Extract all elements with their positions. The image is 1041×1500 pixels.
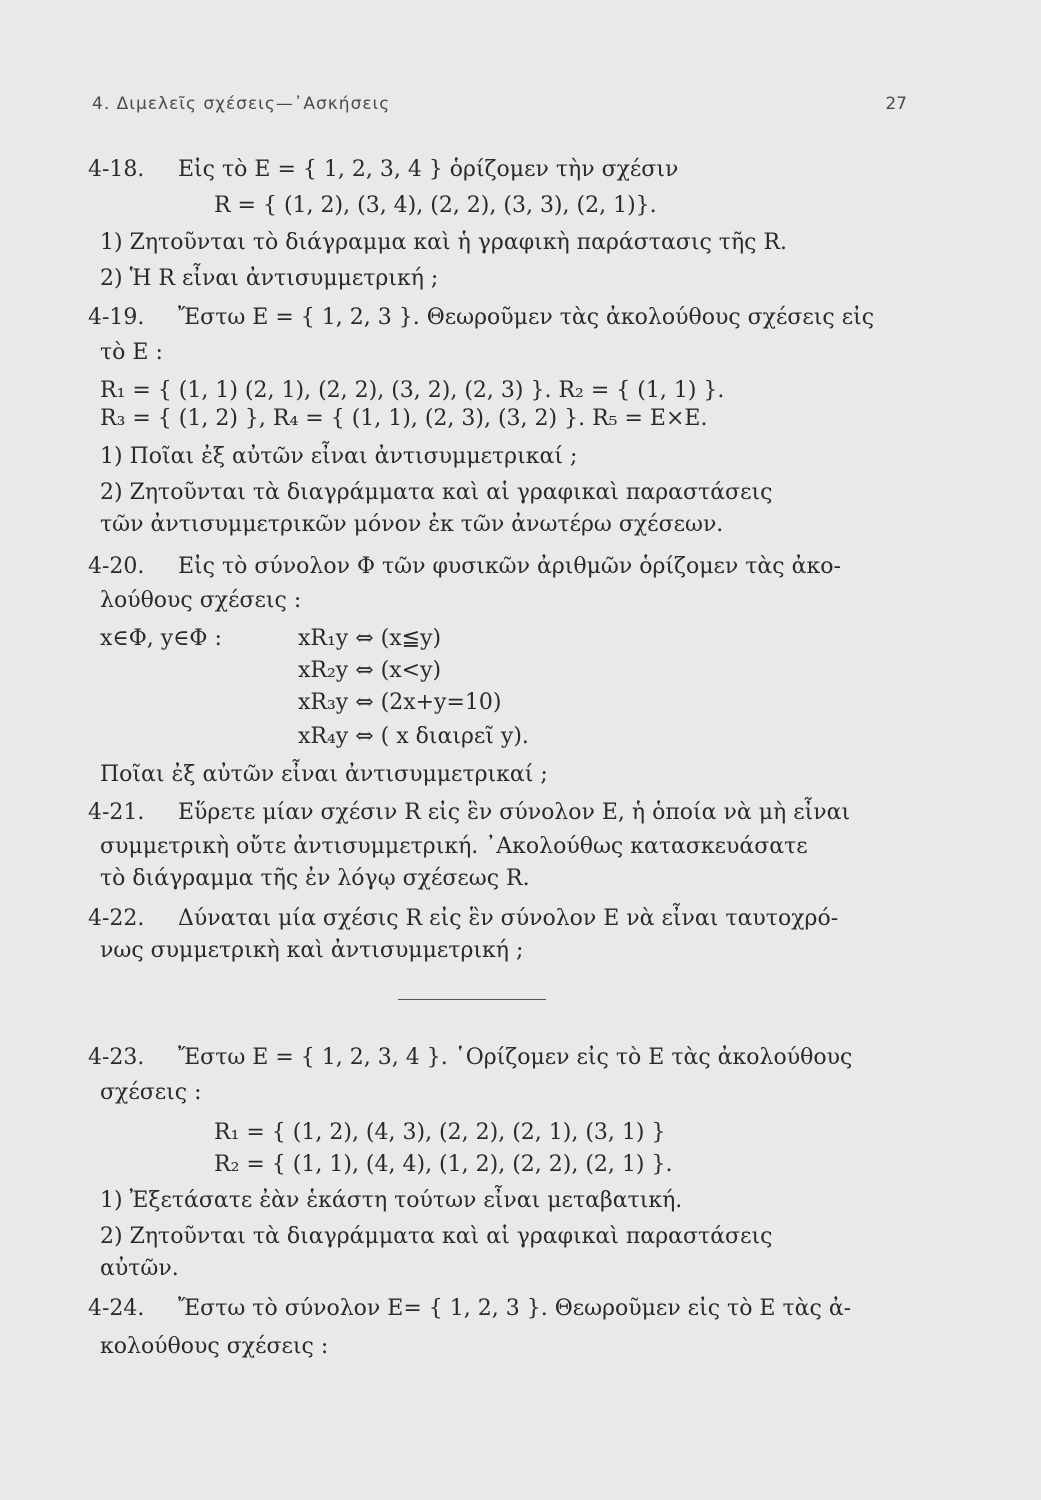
- exercise-question: αὐτῶν.: [100, 1256, 179, 1281]
- exercise-number: 4-18.: [88, 157, 145, 182]
- relation-definition: R₂ = { (1, 1), (4, 4), (1, 2), (2, 2), (2, 1) }.: [214, 1152, 673, 1177]
- exercise-number: 4-23.: [88, 1045, 145, 1070]
- exercise-text: νως συμμετρικὴ καὶ ἀντισυμμετρική ;: [100, 938, 524, 963]
- section-divider: [398, 999, 546, 1000]
- exercise-text: τὸ E :: [100, 340, 163, 365]
- exercise-text: Εὕρετε μίαν σχέσιν R εἰς ἓν σύνολον E, ἡ ὁποία νὰ μὴ εἶναι: [178, 800, 851, 825]
- exercise-question: 2) Ἡ R εἶναι ἀντισυμμετρική ;: [100, 266, 439, 291]
- relation-definition: xR₄y ⇔ ( x διαιρεῖ y).: [298, 724, 529, 749]
- exercise-text: Εἰς τὸ σύνολον Φ τῶν φυσικῶν ἀριθμῶν ὁρίζομεν τὰς ἀκο-: [178, 554, 841, 579]
- relation-definition: xR₃y ⇔ (2x+y=10): [298, 690, 502, 715]
- exercise-text: λούθους σχέσεις :: [100, 588, 302, 613]
- exercise-text: σχέσεις :: [100, 1080, 202, 1105]
- exercise-question: τῶν ἀντισυμμετρικῶν μόνον ἐκ τῶν ἀνωτέρω σχέσεων.: [100, 512, 724, 537]
- exercise-question: 1) Ζητοῦνται τὸ διάγραμμα καὶ ἡ γραφικὴ παράστασις τῆς R.: [100, 230, 787, 255]
- exercise-text: συμμετρικὴ οὔτε ἀντισυμμετρική. ᾿Ακολούθως κατασκευάσατε: [100, 834, 808, 859]
- running-title: 4. Διμελεῖς σχέσεις—᾿Ασκήσεις: [92, 94, 391, 114]
- running-header: [92, 94, 907, 124]
- exercise-question: 2) Ζητοῦνται τὰ διαγράμματα καὶ αἱ γραφικαὶ παραστάσεις: [100, 1224, 773, 1249]
- relation-definition: xR₁y ⇔ (x≦y): [298, 626, 442, 651]
- exercise-text: Εἰς τὸ E = { 1, 2, 3, 4 } ὁρίζομεν τὴν σχέσιν: [178, 157, 679, 182]
- domain-statement: x∈Φ, y∈Φ :: [100, 626, 222, 651]
- exercise-number: 4-19.: [88, 305, 145, 330]
- relation-definition: R₃ = { (1, 2) }, R₄ = { (1, 1), (2, 3), (3, 2) }. R₅ = E×E.: [100, 406, 708, 431]
- page-number: 27: [885, 94, 907, 114]
- exercise-number: 4-24.: [88, 1296, 145, 1321]
- exercise-text: τὸ διάγραμμα τῆς ἐν λόγῳ σχέσεως R.: [100, 866, 530, 891]
- exercise-text: Δύναται μία σχέσις R εἰς ἓν σύνολον E νὰ εἶναι ταυτοχρό-: [178, 906, 839, 931]
- exercise-text: κολούθους σχέσεις :: [100, 1334, 329, 1359]
- exercise-number: 4-20.: [88, 554, 145, 579]
- exercise-question: 1) Ἐξετάσατε ἐὰν ἑκάστη τούτων εἶναι μεταβατική.: [100, 1188, 683, 1213]
- exercise-text: Ἔστω E = { 1, 2, 3, 4 }. ῾Ορίζομεν εἰς τὸ E τὰς ἀκολούθους: [178, 1045, 853, 1070]
- exercise-text: Ἔστω E = { 1, 2, 3 }. Θεωροῦμεν τὰς ἀκολούθους σχέσεις εἰς: [178, 305, 875, 330]
- relation-definition: R₁ = { (1, 1) (2, 1), (2, 2), (3, 2), (2, 3) }. R₂ = { (1, 1) }.: [100, 378, 725, 403]
- relation-definition: xR₂y ⇔ (x<y): [298, 658, 442, 683]
- exercise-text: Ἔστω τὸ σύνολον E= { 1, 2, 3 }. Θεωροῦμεν εἰς τὸ E τὰς ἀ-: [178, 1296, 852, 1321]
- exercise-question: 2) Ζητοῦνται τὰ διαγράμματα καὶ αἱ γραφικαὶ παραστάσεις: [100, 480, 773, 505]
- exercise-question: Ποῖαι ἐξ αὐτῶν εἶναι ἀντισυμμετρικαί ;: [100, 762, 548, 787]
- exercise-number: 4-21.: [88, 800, 145, 825]
- exercise-question: 1) Ποῖαι ἐξ αὐτῶν εἶναι ἀντισυμμετρικαί ;: [100, 444, 578, 469]
- relation-definition: R₁ = { (1, 2), (4, 3), (2, 2), (2, 1), (3, 1) }: [214, 1120, 666, 1145]
- relation-definition: R = { (1, 2), (3, 4), (2, 2), (3, 3), (2, 1)}.: [214, 193, 657, 218]
- exercise-number: 4-22.: [88, 906, 145, 931]
